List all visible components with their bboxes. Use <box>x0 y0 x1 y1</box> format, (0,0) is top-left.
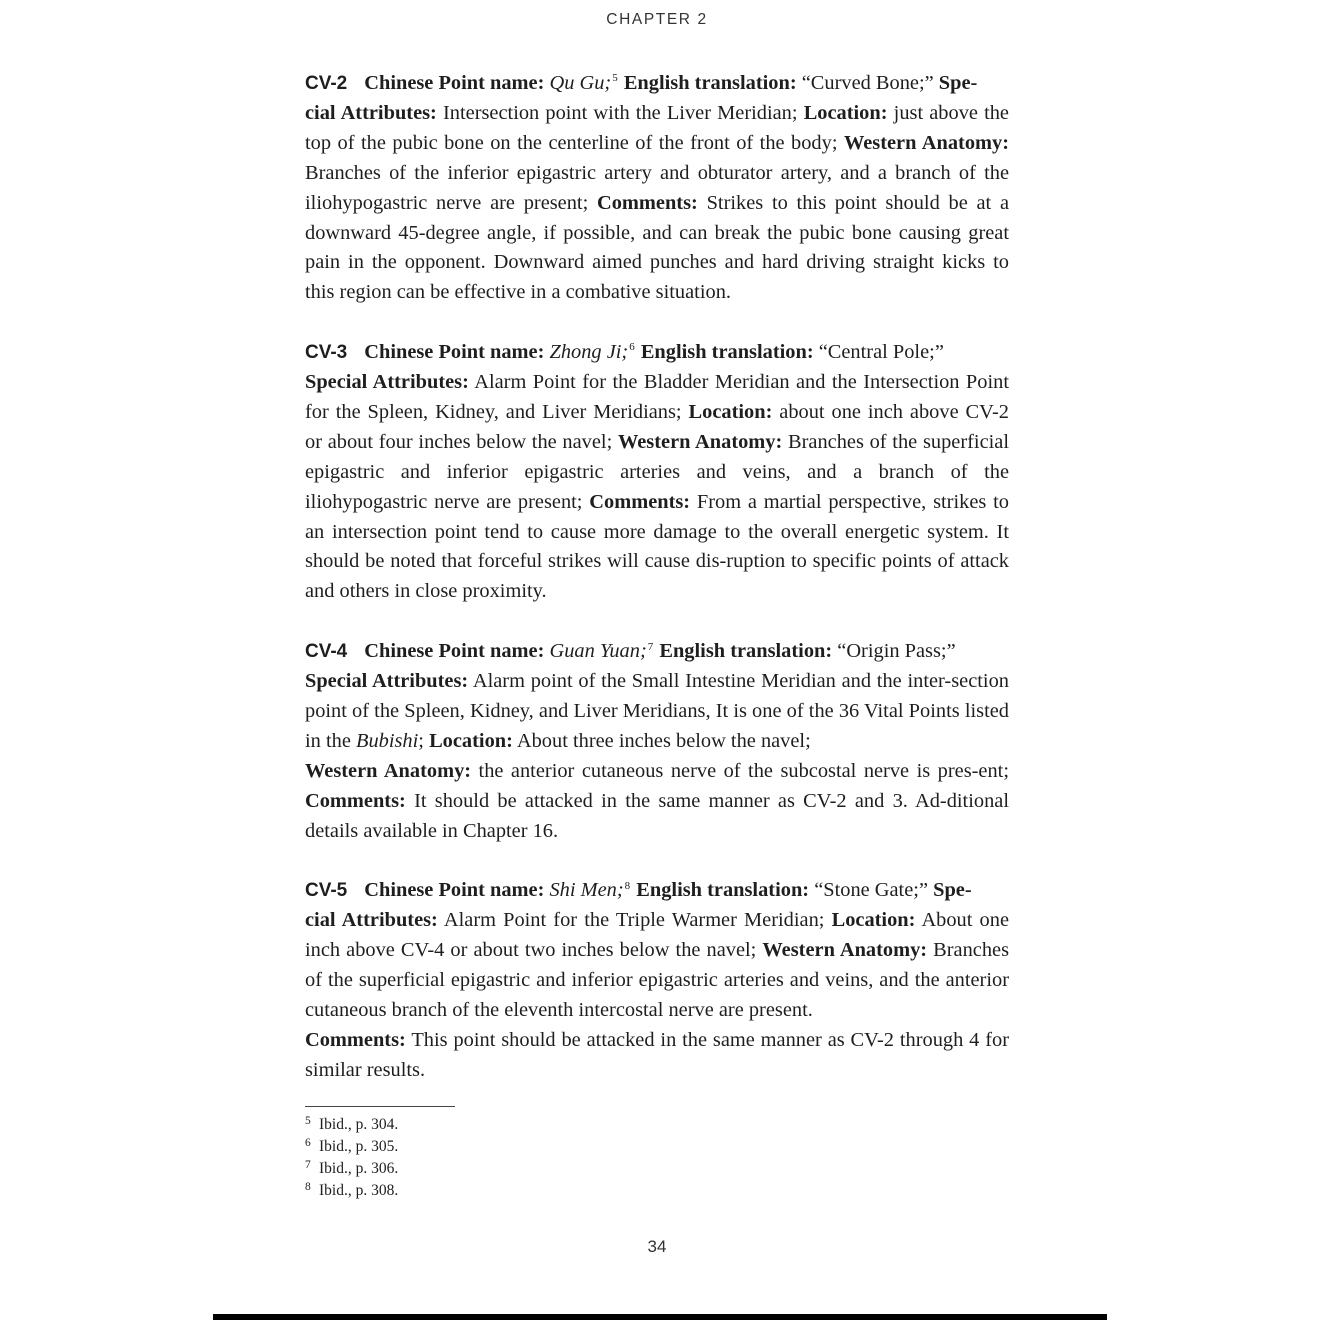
footnotes <box>305 1114 705 1202</box>
english-translation-label: English translation: <box>640 341 814 364</box>
book-title: Bubishi <box>355 729 419 752</box>
footnote-text: Ibid., p. 306. <box>319 1160 399 1177</box>
location: about one inch above CV-2 or about four inches below the navel; <box>305 400 1009 453</box>
footnote-text: Ibid., p. 305. <box>319 1138 399 1155</box>
special-attributes-end: ; <box>418 729 424 752</box>
footnote-divider <box>305 1106 455 1107</box>
footnote-ref[interactable]: 7 <box>647 640 654 653</box>
special-attributes: Intersection point with the Liver Meridian; <box>443 101 798 124</box>
special-attributes-label-part1: Spe- <box>938 72 978 94</box>
comments-label: Comments: <box>305 789 406 812</box>
chinese-name-label: Chinese Point name: <box>364 72 545 94</box>
special-attributes-label-part2: cial Attributes: <box>305 909 438 932</box>
point-id: CV-5 <box>305 880 348 902</box>
location-label: Location: <box>688 400 773 423</box>
bottom-border <box>213 1314 1107 1320</box>
western-anatomy-label: Western Anatomy: <box>843 131 1009 154</box>
western-anatomy-label: Western Anatomy: <box>762 939 928 962</box>
point-id: CV-4 <box>305 641 348 663</box>
footnote: 7 Ibid., p. 306. <box>305 1158 399 1177</box>
special-attributes-label: Special Attributes: <box>305 371 469 394</box>
comments-label: Comments: <box>305 1028 406 1051</box>
special-attributes: Alarm point of the Small Intestine Meridian and the inter-section point of the Spleen, Kidney, and Liver Meridians, It is one of the 36 Vital Points listed in the <box>305 670 1009 752</box>
chinese-name-label: Chinese Point name: <box>364 341 545 364</box>
comments: From a martial perspective, strikes to an intersection point tend to cause more damage to the overall energetic system. It should be noted that forceful strikes will cause dis-ruption to specific points of attack and others in close proximity. <box>305 490 1009 603</box>
body-text <box>305 69 1009 1116</box>
special-attributes: Alarm Point for the Bladder Meridian and the Intersection Point for the Spleen, Kidney, and Liver Meridians; <box>305 371 1009 423</box>
location-label: Location: <box>831 909 916 932</box>
location: About one inch above CV-4 or about two inches below the navel; <box>305 909 1009 962</box>
comments: It should be attacked in the same manner as CV-2 and 3. Ad-ditional details available in Chapter 16. <box>305 789 1009 842</box>
special-attributes-label: Special Attributes: <box>305 670 469 693</box>
location-label: Location: <box>429 729 513 752</box>
special-attributes-label-part2: cial Attributes: <box>305 101 437 124</box>
page-number: 34 <box>647 1237 667 1256</box>
english-translation: “Stone Gate;” <box>814 879 928 902</box>
english-translation: “Central Pole;” <box>818 341 944 364</box>
chinese-name-label: Chinese Point name: <box>364 879 545 902</box>
footnote-text: Ibid., p. 308. <box>319 1182 399 1199</box>
running-head: CHAPTER 2 <box>606 11 708 28</box>
point-entry-cv-5 <box>305 876 1009 1085</box>
western-anatomy: Branches of the inferior epigastric artery and obturator artery, and a branch of the iliohypogastric nerve are present; <box>305 161 1009 214</box>
special-attributes-label-part1: Spe- <box>933 879 972 902</box>
footnote-ref[interactable]: 6 <box>629 341 635 354</box>
chinese-name: Zhong Ji; <box>549 341 629 364</box>
english-translation-label: English translation: <box>623 72 797 94</box>
western-anatomy: the anterior cutaneous nerve of the subcostal nerve is pres-ent; <box>478 759 1009 782</box>
point-entry-cv-2 <box>305 69 1009 308</box>
comments-label: Comments: <box>597 191 698 214</box>
western-anatomy-label: Western Anatomy: <box>305 759 472 782</box>
point-id: CV-2 <box>305 73 348 94</box>
english-translation: “Curved Bone;” <box>801 72 934 94</box>
footnote: 5 Ibid., p. 304. <box>305 1114 399 1133</box>
location: About three inches below the navel; <box>516 729 811 752</box>
footnote: 8 Ibid., p. 308. <box>305 1180 399 1199</box>
english-translation: “Origin Pass;” <box>837 640 956 663</box>
western-anatomy: Branches of the superficial epigastric and inferior epigastric arteries and veins, and a branch of the iliohypogastric nerve are present; <box>305 430 1009 513</box>
point-id: CV-3 <box>305 342 348 364</box>
comments: Strikes to this point should be at a downward 45-degree angle, if possible, and can break the pubic bone causing great pain in the opponent. Downward aimed punches and hard driving straight kicks to this region can be effective in a combative situation. <box>305 191 1010 304</box>
footnote-ref[interactable]: 8 <box>624 879 631 892</box>
location-label: Location: <box>803 101 888 124</box>
western-anatomy: Branches of the superficial epigastric and inferior epigastric arteries and veins, and the anterior cutaneous branch of the eleventh intercostal nerve are present. <box>305 939 1010 1022</box>
footnote: 6 Ibid., p. 305. <box>305 1136 399 1155</box>
point-entry-cv-3 <box>305 338 1009 607</box>
chinese-name: Qu Gu; <box>549 72 612 94</box>
chinese-name: Shi Men; <box>549 879 624 902</box>
chinese-name: Guan Yuan; <box>549 640 647 663</box>
comments: This point should be attacked in the same manner as CV-2 through 4 for similar results. <box>305 1028 1010 1081</box>
english-translation-label: English translation: <box>659 640 833 663</box>
special-attributes: Alarm Point for the Triple Warmer Meridian; <box>443 909 825 932</box>
footnote-text: Ibid., p. 304. <box>319 1116 399 1133</box>
location: just above the top of the pubic bone on the centerline of the front of the body; <box>305 101 1009 154</box>
footnote-ref[interactable]: 5 <box>612 72 618 85</box>
comments-label: Comments: <box>589 490 691 513</box>
english-translation-label: English translation: <box>636 879 810 902</box>
chinese-name-label: Chinese Point name: <box>364 640 545 663</box>
western-anatomy-label: Western Anatomy: <box>617 430 783 453</box>
point-entry-cv-4 <box>305 637 1009 846</box>
